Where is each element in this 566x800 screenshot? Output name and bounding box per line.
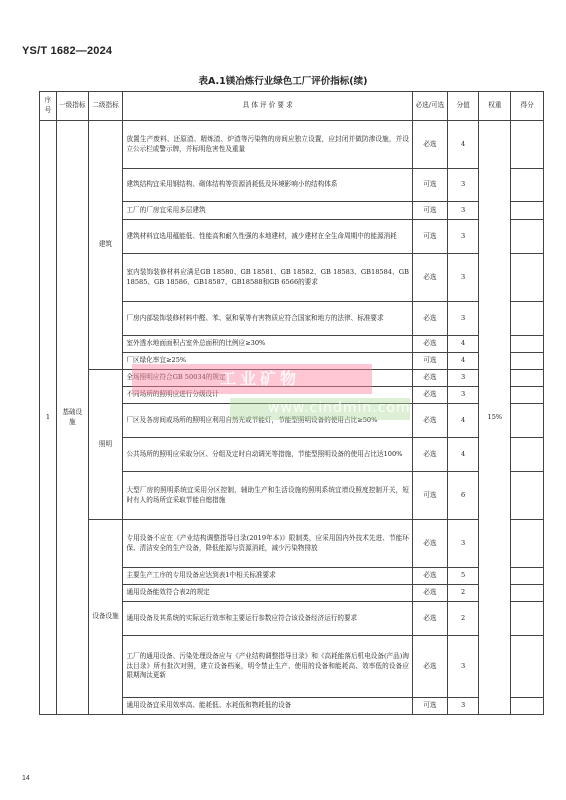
col-header-level2: 二级指标: [88, 92, 123, 121]
requirement-cell: 通用设备宜采用效率高、能耗低、水耗低和物耗低的设备: [123, 698, 413, 715]
page-number: 14: [22, 775, 30, 782]
type-cell: 必选: [412, 438, 447, 472]
score-cell: 3: [447, 254, 479, 302]
result-cell: [511, 472, 544, 520]
requirement-cell: 厂区及各房间或场所的照明应利用自然光或节能灯，节能型照明设备的使用占比≥50%: [123, 404, 413, 438]
score-cell: 6: [447, 472, 479, 520]
watermark-url: www.cindmin.com: [268, 400, 411, 416]
level2-cell-building: 建筑: [88, 121, 123, 370]
requirement-cell: 全场照明应符合GB 50034的规定: [123, 370, 413, 387]
type-cell: 必选: [412, 302, 447, 336]
col-header-weight: 权重: [479, 92, 511, 121]
result-cell: [511, 353, 544, 370]
score-cell: 3: [447, 169, 479, 202]
requirement-cell: 工厂的通用设备、污染处理设备应与《产业结构调整指导目录》和《高耗能落后机电设备(产品)淘汰目录》所有批次对照，建立设备档案，明令禁止生产、使用的设备和能耗高、效率低的设备应限期淘汰更新: [123, 636, 413, 698]
type-cell: 必选: [412, 121, 447, 169]
result-cell: [511, 698, 544, 715]
level2-cell-lighting: 照明: [88, 370, 123, 520]
requirement-cell: 工厂的厂房宜采用多层建筑: [123, 202, 413, 220]
type-cell: 必选: [412, 568, 447, 585]
type-cell: 必选: [412, 336, 447, 353]
result-cell: [511, 404, 544, 438]
requirement-cell: 通用设备能效符合表2的规定: [123, 585, 413, 602]
result-cell: [511, 585, 544, 602]
type-cell: 可选: [412, 472, 447, 520]
result-cell: [511, 302, 544, 336]
score-cell: 3: [447, 370, 479, 387]
watermark-text: 工业矿物: [220, 369, 301, 388]
table-row: [40, 121, 544, 169]
col-header-type: 必选/可选: [412, 92, 447, 121]
type-cell: 可选: [412, 220, 447, 254]
score-cell: 3: [447, 220, 479, 254]
type-cell: 必选: [412, 520, 447, 568]
requirement-cell: 大型厂房的照明系统宜采用分区控制，辅助生产和生活设施的照明系统宜增设照度控制开关，短时有人的场所宜采取节能自熄措施: [123, 472, 413, 520]
requirement-cell: 主要生产工序的专用设备应达到表1中相关标准要求: [123, 568, 413, 585]
requirement-cell: 通用设备及其系统的实际运行效率和主要运行参数应符合该设备经济运行的要求: [123, 602, 413, 636]
standard-code: YS/T 1682—2024: [22, 45, 113, 57]
type-cell: 必选: [412, 404, 447, 438]
col-header-seq: 序号: [40, 92, 57, 121]
type-cell: 必选: [412, 370, 447, 387]
result-cell: [511, 568, 544, 585]
requirement-cell: 公共场所的照明应采取分区、分组及定时自动调光等措施，节能型照明设备的使用占比达100%: [123, 438, 413, 472]
result-cell: [511, 602, 544, 636]
requirement-cell: 建筑结构宜采用钢结构、砌体结构等资源消耗低及环境影响小的结构体系: [123, 169, 413, 202]
score-cell: 3: [447, 302, 479, 336]
requirement-cell: 专用设备不应在《产业结构调整指导目录(2019年本)》限制类，应采用国内外技术先进、节能环保、清洁安全的生产设备，降低能源与资源消耗，减少污染物排放: [123, 520, 413, 568]
result-cell: [511, 336, 544, 353]
requirement-cell: 不同场所的照明应进行分级设计: [123, 387, 413, 404]
requirement-cell: 放置生产废料、还原渣、精炼渣、炉渣等污染物的房间应独立设置，应封闭并做防渗设施，并设立公示栏或警示牌，并标明危害性及重量: [123, 121, 413, 169]
score-cell: 3: [447, 636, 479, 698]
requirement-cell: 厂区绿化率宜≥25%: [123, 353, 413, 370]
result-cell: [511, 121, 544, 169]
result-cell: [511, 387, 544, 404]
result-cell: [511, 254, 544, 302]
type-cell: 必选: [412, 585, 447, 602]
result-cell: [511, 202, 544, 220]
score-cell: 2: [447, 585, 479, 602]
col-header-level1: 一级指标: [56, 92, 88, 121]
result-cell: [511, 220, 544, 254]
score-cell: 3: [447, 698, 479, 715]
type-cell: 必选: [412, 254, 447, 302]
result-cell: [511, 169, 544, 202]
result-cell: [511, 438, 544, 472]
table-header-row: [40, 92, 544, 121]
seq-cell: 1: [40, 121, 57, 715]
requirement-cell: 室外透水地面面积占室外总面积的比例应≥30%: [123, 336, 413, 353]
type-cell: 可选: [412, 698, 447, 715]
result-cell: [511, 636, 544, 698]
score-cell: 3: [447, 387, 479, 404]
score-cell: 4: [447, 438, 479, 472]
requirement-cell: 建筑材料宜选用蕴能低、性能高和耐久性强的本地建材，减少建材在全生命周期中的能源消耗: [123, 220, 413, 254]
result-cell: [511, 520, 544, 568]
requirement-cell: 室内装饰装修材料应满足GB 18580、GB 18581、GB 18582、GB 18583、GB18584、GB 18585、GB 18586、GB18587、GB18588和GB 6566的要求: [123, 254, 413, 302]
table-row: [40, 520, 544, 568]
type-cell: 可选: [412, 169, 447, 202]
score-cell: 3: [447, 520, 479, 568]
type-cell: 必选: [412, 602, 447, 636]
type-cell: 可选: [412, 353, 447, 370]
table-title: 表A.1镁冶炼行业绿色工厂评价指标(续): [198, 76, 368, 87]
level2-cell-equipment: 设备设施: [88, 520, 123, 715]
requirement-cell: 厂房内部装饰装修材料中醛、苯、氨和氡等有害物质应符合国家和地方的法律、标准要求: [123, 302, 413, 336]
score-cell: 4: [447, 336, 479, 353]
result-cell: [511, 370, 544, 387]
col-header-result: 得分: [511, 92, 544, 121]
col-header-requirement: 具 体 评 价 要 求: [123, 92, 413, 121]
score-cell: 3: [447, 202, 479, 220]
weight-cell: 15%: [479, 121, 511, 715]
score-cell: 4: [447, 121, 479, 169]
col-header-score: 分值: [447, 92, 479, 121]
level1-cell: 基础设施: [56, 121, 88, 715]
score-cell: 4: [447, 353, 479, 370]
type-cell: 必选: [412, 387, 447, 404]
type-cell: 必选: [412, 636, 447, 698]
score-cell: 4: [447, 404, 479, 438]
score-cell: 2: [447, 602, 479, 636]
type-cell: 可选: [412, 202, 447, 220]
score-cell: 5: [447, 568, 479, 585]
